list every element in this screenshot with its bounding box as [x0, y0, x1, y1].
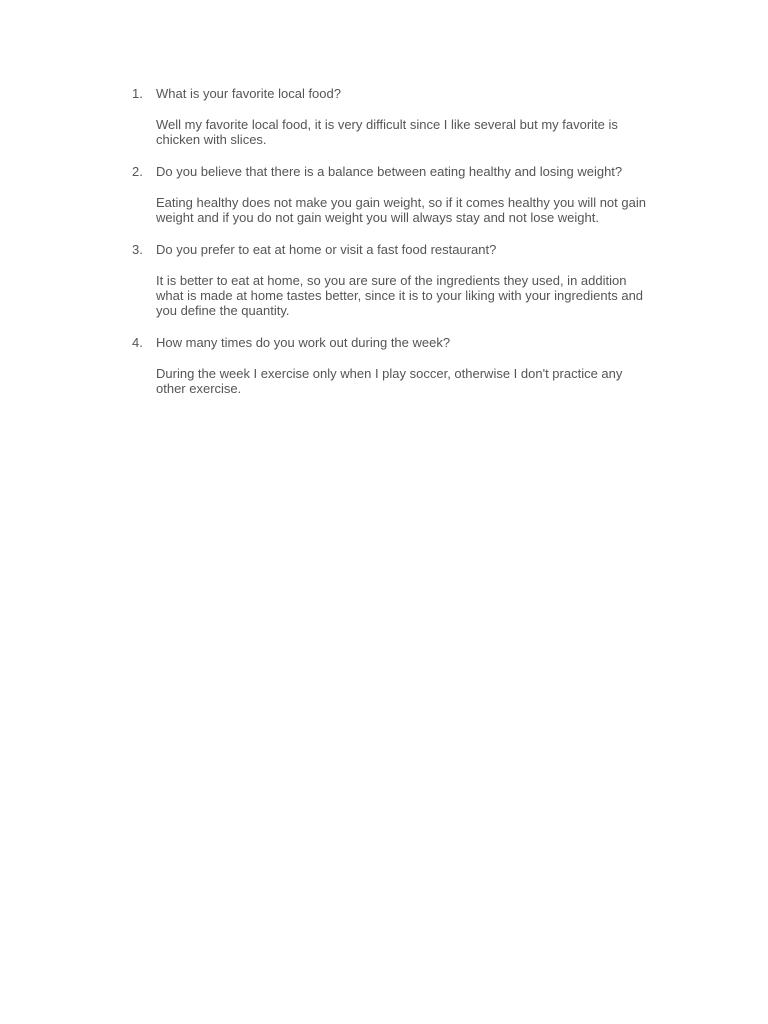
question-text: Do you prefer to eat at home or visit a fast food restaurant? [156, 242, 497, 257]
answer-text: During the week I exercise only when I play soccer, otherwise I don't practice any other exercise. [156, 366, 623, 396]
question-text: What is your favorite local food? [156, 86, 341, 101]
item-number: 3. [132, 242, 143, 257]
answer-text: It is better to eat at home, so you are sure of the ingredients they used, in addition what is made at home tastes better, since it is to your liking with your ingredients and you define the quantity. [156, 273, 644, 318]
list-item [132, 164, 652, 225]
list-item [132, 335, 652, 396]
question-text: Do you believe that there is a balance between eating healthy and losing weight? [156, 164, 623, 179]
item-number: 1. [132, 86, 143, 101]
question-text: How many times do you work out during the week? [156, 335, 451, 350]
answer-text: Well my favorite local food, it is very difficult since I like several but my favorite is chicken with slices. [156, 117, 618, 147]
item-number: 2. [132, 164, 143, 179]
item-number: 4. [132, 335, 143, 350]
list-item [132, 86, 652, 147]
question-answer-list [132, 86, 652, 413]
answer-text: Eating healthy does not make you gain weight, so if it comes healthy you will not gain weight and if you do not gain weight you will always stay and not lose weight. [156, 195, 646, 225]
list-item [132, 242, 652, 318]
